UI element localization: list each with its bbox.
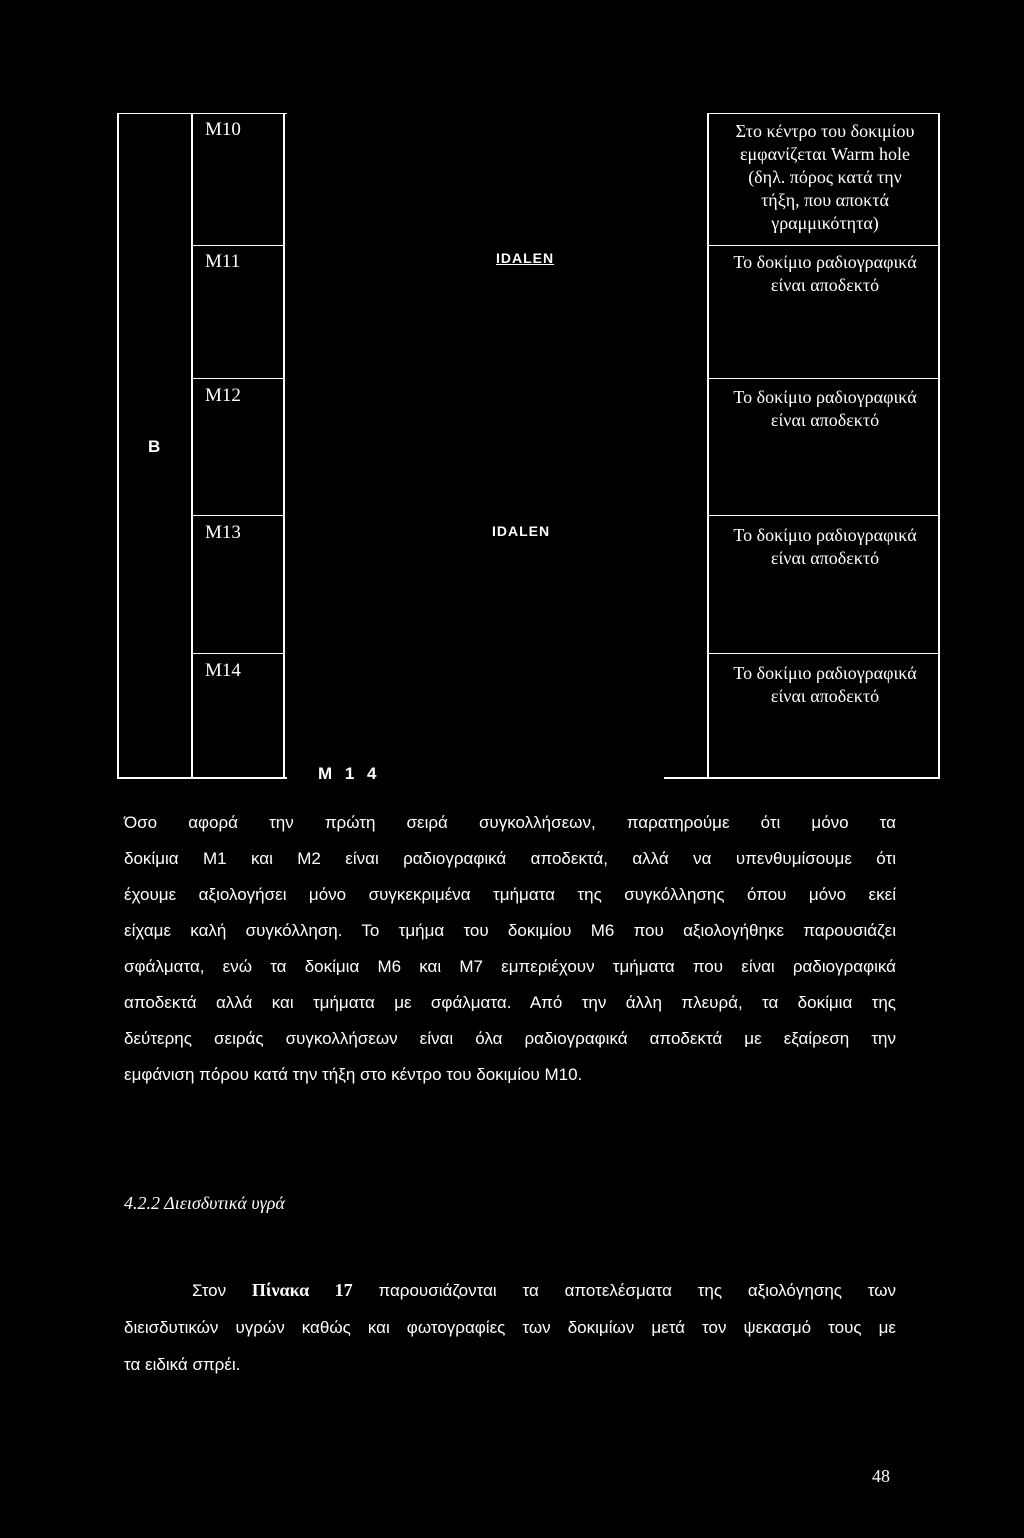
table-border [707, 245, 940, 246]
table-border [283, 113, 285, 778]
image-label: IDALEN [492, 523, 551, 539]
table-border [707, 113, 940, 114]
image-label: IDALEN [496, 250, 555, 266]
table-border [707, 515, 940, 516]
specimen-id: M14 [205, 660, 241, 681]
group-label: B [148, 437, 161, 456]
result-cell: Το δοκίμιο ραδιογραφικά είναι αποδεκτό [733, 663, 917, 706]
specimen-id: M11 [205, 251, 241, 272]
specimen-id: M10 [205, 119, 241, 140]
image-caption: M 1 4 [318, 764, 381, 783]
table-border [191, 113, 193, 778]
table-border [707, 378, 940, 379]
table-border [191, 378, 285, 379]
result-cell: Στο κέντρο του δοκιμίου εμφανίζεται Warm hole (δηλ. πόρος κατά την τήξη, που αποκτά γραμμικότητα) [735, 121, 915, 233]
table-border [191, 245, 285, 246]
table-border [117, 113, 119, 778]
specimen-id: M13 [205, 522, 241, 543]
specimen-id: M12 [205, 385, 241, 406]
table-border [938, 113, 940, 778]
page-number: 48 [872, 1466, 890, 1486]
table-border [191, 653, 285, 654]
result-cell: Το δοκίμιο ραδιογραφικά είναι αποδεκτό [733, 525, 917, 568]
result-cell: Το δοκίμιο ραδιογραφικά είναι αποδεκτό [733, 252, 917, 295]
table-border [191, 515, 285, 516]
table-border [707, 113, 709, 778]
table-border [117, 113, 287, 114]
body-paragraph: Όσο αφορά την πρώτη σειρά συγκολλήσεων, παρατηρούμε ότι μόνο τα δοκίμια Μ1 και Μ2 είναι ραδιογραφικά αποδεκτά, αλλά να υπενθυμίσουμε ότι έχουμε αξιολογήσει μόνο συγκεκριμένα τμήματα της συγκόλλησης όπου μόνο εκεί είχαμε καλή συγκόλληση. Το τμήμα του δοκιμίου Μ6 που αξιολογήθηκε παρουσιάζει σφάλματα, ενώ τα δοκίμια Μ6 και Μ7 εμπεριέχουν τμήματα που είναι ραδιογραφικά αποδεκτά αλλά και τμήματα με σφάλματα. Από την άλλη πλευρά, τα δοκίμια της δεύτερης σειράς συγκολλήσεων είναι όλα ραδιογραφικά αποδεκτά με εξαίρεση την εμφάνιση πόρου κατά την τήξη στο κέντρο του δοκιμίου Μ10. [124, 813, 896, 1084]
body-paragraph-2: Στον Πίνακα 17 παρουσιάζονται τα αποτελέσματα της αξιολόγησης των διεισδυτικών υγρών καθώς και φωτογραφίες των δοκιμίων μετά τον ψεκασμό τους με τα ειδικά σπρέι. [124, 1280, 897, 1374]
result-cell: Το δοκίμιο ραδιογραφικά είναι αποδεκτό [733, 387, 917, 430]
table-border [117, 777, 287, 779]
table-border [707, 653, 940, 654]
section-heading: 4.2.2 Διεισδυτικά υγρά [124, 1193, 285, 1213]
table-border [664, 777, 940, 779]
